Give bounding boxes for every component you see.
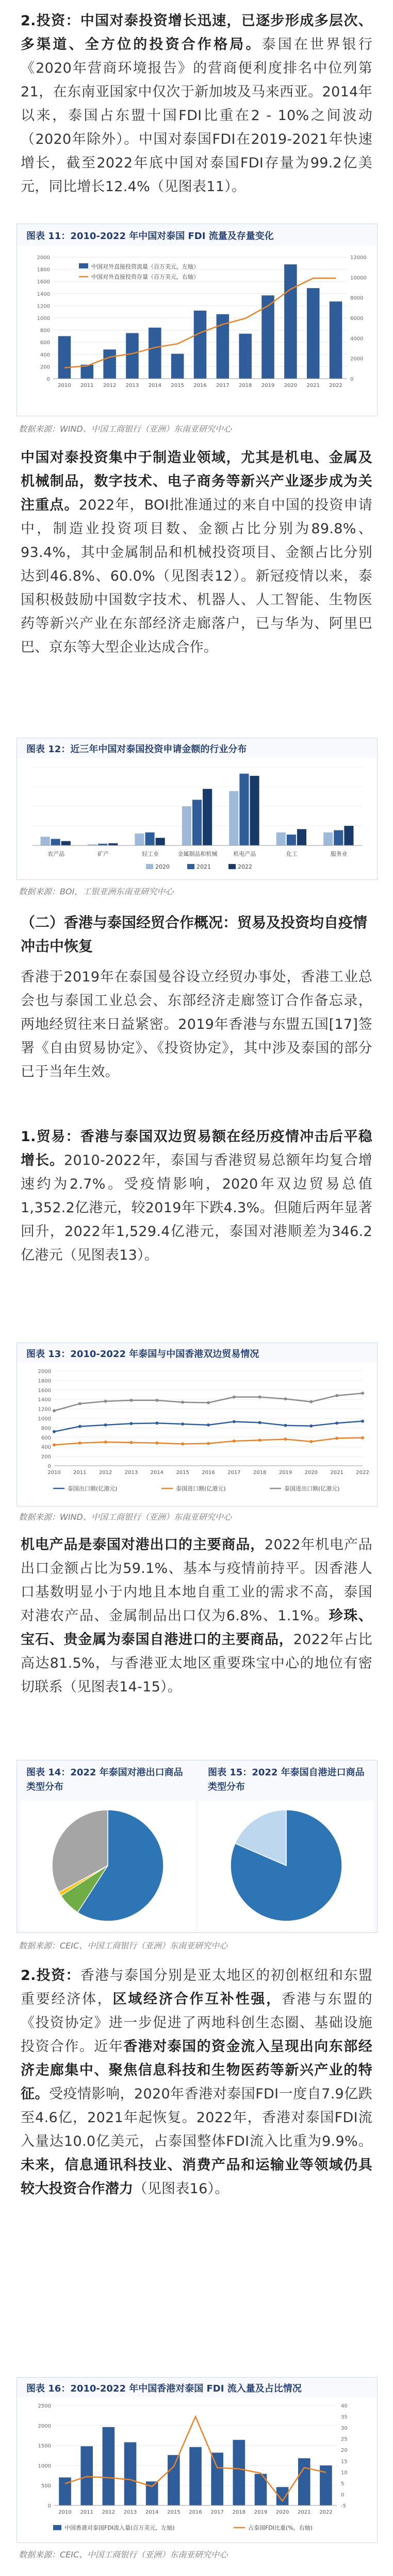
y-right-tick-label: 10 [341,2470,348,2476]
x-tick-label: 矿产 [97,851,109,857]
y-right-tick-label: 2000 [350,356,364,362]
y-tick-label: 2000 [38,1369,51,1375]
section-text: 香港与东盟的《投资协定》进一步促进了两地科创生态圈、基础设施投资合作。近年 [21,1991,372,2055]
section-text: 2010-2022年，泰国与香港贸易总额年均复合增速约为2.7%。受疫情影响，2020年双边贸易总值1,352.2亿港元，较2019年下跌4.3%。但随后两年显著回升，2022年1,529.4亿港元，泰国对港顺差为346.2亿港元（见图表13）。 [21,1153,373,1263]
data-point [335,1394,338,1397]
x-tick-label: 2013 [125,383,139,388]
y-tick-label: 1800 [38,1378,51,1384]
y-tick-label: 600 [41,1435,51,1441]
bar [61,841,71,845]
data-point [361,1420,364,1423]
x-tick-label: 2016 [193,383,207,388]
data-point [284,1397,287,1400]
data-point [258,1438,261,1442]
data-point [78,1425,81,1428]
legend-label: 泰国进出口额(亿港元) [284,1485,340,1492]
data-point [309,1440,313,1443]
section-heading: （二）香港与泰国经贸合作概况：贸易及投资均自疫情冲击中恢复 [21,914,368,955]
y-tick-label: 1000 [38,1416,51,1422]
section-bold-text: 香港与泰国双边贸易额在经历疫情冲击后平稳增长。 [21,1129,372,1168]
bar [344,826,353,845]
x-tick-label: 2014 [148,383,162,388]
fig13-chart [17,1363,377,1506]
y-tick-label: 1200 [38,1406,51,1413]
bar [192,800,202,845]
legend-swatch [53,2525,61,2530]
x-tick-label: 2020 [284,383,298,388]
section-text: 2022年，BOI批准通过的来自中国的投资申请中，制造业投资项目数、金额占比分别为89.8%、93.4%，其中金属制品和机械投资项目、金额占比分别达到46.8%、60.0%（见图表12）。新冠疫情以来，泰国积极鼓励中国数字技术、机器人、人工智能、生物医药等新兴产业在东部经济走廊落户，已与华为、阿里巴巴、京东等大型企业达成合作。 [21,497,372,655]
x-tick-label: 2018 [238,383,252,388]
bar [284,264,297,379]
data-point [53,1409,56,1412]
y-left-tick-label: 800 [40,328,50,334]
figure-14-title: 图表 14：2022 年泰国对港出口商品类型分布 [26,1767,183,1792]
data-point [130,1422,133,1425]
bar [182,806,191,845]
legend-label: 占泰国FDI比重(%，右轴) [248,2524,313,2531]
legend-label: 2022 [238,863,252,870]
x-tick-label: 2022 [329,383,342,388]
y-tick-label: 200 [41,1454,51,1460]
data-point [181,1422,184,1426]
y-right-tick-label: 5 [341,2481,345,2487]
bar [98,844,107,845]
y-left-tick-label: 1400 [37,291,50,297]
section-trade-products [21,1533,372,1699]
x-tick-label: 2019 [254,2510,268,2515]
figure-12 [17,738,378,880]
figure-13 [17,1343,378,1506]
figure-source: 数据来源：BOI，工银亚洲东南亚研究中心 [19,887,174,896]
y-left-tick-label: 600 [40,340,50,346]
data-point [155,1399,158,1402]
x-tick-label: 2015 [171,383,184,388]
y-left-tick-label: 0 [47,2503,51,2509]
bar [168,2455,180,2505]
section-text: 2022年占比高达81.5%，与香港亚太地区重要珠宝中心的地位有密切联系（见图表14-15）。 [21,1632,372,1695]
legend-swatch [228,864,236,869]
x-tick-label: 2017 [210,2510,224,2515]
y-right-tick-label: 20 [341,2448,348,2454]
y-left-tick-label: 2000 [37,255,50,261]
section-text: 2022年机电产品出口金额占比为59.1%、基本与疫情前持平。因香港人口基数明显小于内地且本地自重工业的需求不高，泰国对港农产品、金属制品出口仅为6.8%、1.1%。 [21,1537,372,1624]
x-tick-label: 化工 [286,851,298,857]
figure-source: 数据来源：CEIC、中国工商银行（亚洲）东南亚研究中心 [19,1941,228,1951]
data-point [335,1421,338,1425]
x-tick-label: 2022 [319,2510,333,2515]
data-point [258,1396,261,1399]
fig11-chart [17,246,377,416]
x-tick-label: 2021 [330,1470,343,1476]
data-point [207,1423,210,1427]
x-tick-label: 2014 [150,1470,164,1476]
x-tick-label: 2018 [232,2510,246,2515]
section-bold-text: 珍珠、宝石、贵金属为泰国自港进口的主要商品， [21,1608,373,1648]
x-tick-label: 2017 [216,383,230,388]
data-point [155,1442,158,1445]
data-point [233,1396,236,1399]
y-tick-label: 1600 [38,1387,51,1394]
section-lead: 1.贸易： [21,1129,80,1145]
section-text: 受疫情影响，2020年香港对泰国FDI一度自7.9亿跌至4.6亿，2021年起恢复。2022年，香港对泰国FDI流入量达10.0亿美元，占泰国整体FDI流入比重为9.9%。 [21,2086,372,2149]
y-left-tick-label: 1500 [38,2443,51,2449]
data-point [130,1441,133,1444]
x-tick-label: 2015 [167,2510,181,2515]
figure-source: 数据来源：WIND、中国工商银行（亚洲）东南亚研究中心 [19,424,232,434]
x-tick-label: 2014 [145,2510,159,2515]
section-hk-investment [21,1964,372,2201]
y-tick-label: 0 [47,1464,51,1469]
section-bold-text: 未来，信息通讯科技业、消费产品和运输业等领域仍具较大投资合作潜力 [21,2157,372,2197]
figure-11 [17,224,378,416]
y-right-tick-label: 40 [341,2403,348,2409]
section-bold-text: 区域经济合作互补性强， [112,1991,282,2007]
y-left-tick-label: 2000 [38,2423,51,2429]
figure-15-title: 图表 15：2022 年泰国自港进口商品类型分布 [208,1767,365,1792]
x-tick-label: 轻工业 [142,851,159,857]
y-right-tick-label: 10000 [350,275,367,281]
y-tick-label: 400 [41,1445,51,1451]
legend-label: 泰国出口额(亿港元) [68,1485,118,1492]
section-text: 香港于2019年在泰国曼谷设立经贸办事处，香港工业总会也与泰国工业总会、东部经济走廊签订合作备忘录，两地经贸往来日益紧密。2019年香港与东盟五国[17]签署《自由贸易协定》、《投资协定》，其中涉及泰国的部分已于当年生效。 [21,969,372,1080]
x-tick-label: 2011 [80,2510,93,2515]
bar [239,334,252,379]
data-point [181,1401,184,1404]
y-right-tick-label: 25 [341,2436,348,2443]
bar [323,833,333,845]
y-left-tick-label: 1800 [37,267,50,273]
y-right-tick-label: 6000 [350,316,364,321]
x-tick-label: 2021 [306,383,320,388]
bar [307,288,320,379]
bar [298,2458,310,2505]
legend-label: 2021 [196,863,211,870]
data-point [181,1443,184,1446]
section-hk-thailand [21,911,372,1084]
y-right-tick-label: 8000 [350,295,364,301]
section-bold-text: 中国对泰投资增长迅速，已逐步形成多层次、多渠道、全方位的投资合作格局。 [21,13,372,53]
x-tick-label: 农产品 [47,851,65,857]
bar [297,829,306,845]
bar [103,349,116,379]
bar [126,333,139,379]
section-bold-text: 机电产品是泰国对港出口的主要商品， [21,1537,265,1553]
bar [145,833,155,845]
data-point [130,1399,133,1402]
bar [149,328,161,379]
y-tick-label: 1400 [38,1397,51,1403]
bar [276,833,286,845]
legend-label: 中国对外直接投资存量（百万美元，右轴） [91,274,199,280]
data-point [284,1424,287,1427]
x-tick-label: 2010 [58,383,71,388]
data-point [78,1442,81,1445]
legend-swatch [79,263,88,268]
figure-title: 图表 16：2010-2022 年中国香港对泰国 FDI 流入量及占比情况 [26,2383,302,2394]
data-point [104,1440,107,1444]
data-point [361,1392,364,1395]
x-tick-label: 2012 [99,1470,112,1476]
bar [108,843,118,845]
y-right-tick-label: -5 [341,2503,346,2509]
bar [51,839,60,845]
y-right-tick-label: 35 [341,2414,348,2420]
figure-title: 图表 13：2010-2022 年泰国与中国香港双边贸易情况 [26,1349,259,1360]
y-right-tick-label: 30 [341,2426,348,2432]
y-left-tick-label: 400 [40,352,50,358]
figure-16 [17,2377,378,2543]
bar [80,2446,93,2505]
figure-title: 图表 12：近三年中国对泰国投资申请金额的行业分布 [26,744,247,755]
data-point [233,1439,236,1443]
y-left-tick-label: 500 [41,2483,51,2489]
x-tick-label: 2016 [189,2510,202,2515]
x-tick-label: 2015 [176,1470,189,1476]
x-tick-label: 2016 [202,1470,215,1476]
bar [233,2440,245,2505]
y-left-tick-label: 2500 [38,2403,51,2409]
data-point [53,1430,56,1433]
bar [124,2442,137,2505]
bar [330,301,342,379]
y-left-tick-label: 1000 [37,316,50,321]
x-tick-label: 2011 [73,1470,87,1476]
y-right-tick-label: 15 [341,2459,348,2465]
bar [229,791,238,845]
legend-label: 中国对外直接投资流量（百万美元，左轴） [91,263,199,270]
data-point [335,1437,338,1440]
x-tick-label: 金属制品和机械 [177,851,218,857]
x-tick-label: 机电产品 [233,851,256,857]
y-left-tick-label: 200 [40,364,50,370]
section-investment-intro [21,9,372,199]
legend-label: 泰国进口额(亿港元) [176,1485,226,1492]
bar [189,2447,202,2505]
data-point [309,1400,313,1403]
data-point [233,1420,236,1423]
x-tick-label: 服务业 [330,851,348,857]
figure-14-15 [17,1760,378,1933]
bar [239,774,249,845]
legend-label: 中国香港对泰国FDI流入量(百万美元，左轴) [64,2524,175,2531]
x-tick-label: 2021 [298,2510,311,2515]
data-point [258,1421,261,1424]
data-point [53,1444,56,1447]
section-manufacturing [21,446,372,659]
y-right-tick-label: 4000 [350,336,364,342]
fig15-chart [199,1801,374,1930]
bar [58,336,71,379]
y-right-tick-label: 12000 [350,255,367,261]
x-tick-label: 2011 [80,383,94,388]
x-tick-label: 2018 [253,1470,267,1476]
section-trade [21,1125,372,1267]
section-text: 泰国在世界银行《2020年营商环境报告》的营商便利度排名中位列第21，在东南亚国家中仅次于新加坡及马来西亚。2014年以来，泰国占东盟十国FDI比重在2 - 10%之间波动（2020年除外）。中国对泰国FDI在2019-2021年快速增长，截至2022年底中国对泰国FDI存量为99.2亿美元，同比增长12.4%（见图表11）。 [21,37,372,195]
bar [103,2427,115,2505]
bar [156,838,165,845]
bar [334,830,343,845]
x-tick-label: 2012 [103,383,117,388]
data-point [155,1421,158,1425]
y-left-tick-label: 1200 [37,303,50,310]
y-right-tick-label: 0 [341,2492,345,2498]
y-tick-label: 800 [41,1426,51,1432]
figure-source: 数据来源：CEIC、中国工商银行（亚洲）东南亚研究中心 [19,2550,228,2560]
x-tick-label: 2020 [275,2510,289,2515]
section-text: 香港与泰国分别是亚太地区的初创枢纽和东盟重要经济体， [21,1968,372,2007]
x-tick-label: 2013 [123,2510,137,2515]
bar [287,835,296,845]
data-point [104,1423,107,1427]
fig16-chart [17,2397,377,2543]
section-lead: 2.投资： [21,13,80,29]
section-lead: 2.投资： [21,1968,80,1984]
fig14-chart [20,1801,195,1930]
section-bold-text: 中国对泰投资集中于制造业领域，尤其是机电、金属及机械制品，数字技术、电子商务等新兴产业逐步成为关注重点。 [21,450,372,513]
bar [211,2453,223,2505]
x-tick-label: 2010 [47,1470,61,1476]
data-point [78,1402,81,1405]
bar [250,776,259,845]
section-text: （见图表16）。 [133,2181,229,2197]
bar [41,837,50,845]
x-tick-label: 2019 [261,383,275,388]
data-point [104,1400,107,1403]
x-tick-label: 2012 [102,2510,116,2515]
x-tick-label: 2019 [279,1470,292,1476]
fig12-chart [17,758,377,879]
bar [194,311,207,379]
data-point [309,1425,313,1428]
x-tick-label: 2017 [227,1470,241,1476]
plot-background [17,1363,377,1506]
data-point [207,1401,210,1404]
x-tick-label: 2022 [356,1470,369,1476]
figure-source: 数据来源：WIND、中国工商银行（亚洲）东南亚研究中心 [19,1512,232,1522]
x-tick-label: 2010 [58,2510,72,2515]
y-right-tick-label: 0 [350,377,354,382]
y-left-tick-label: 1000 [38,2463,51,2469]
y-left-tick-label: 0 [46,377,50,382]
figure-title: 图表 11：2010-2022 年中国对泰国 FDI 流量及存量变化 [26,231,274,242]
x-tick-label: 2013 [124,1470,138,1476]
y-left-tick-label: 1600 [37,279,50,285]
bar [203,789,212,845]
legend-swatch [146,864,153,869]
data-point [284,1437,287,1440]
data-point [361,1436,364,1439]
data-point [207,1442,210,1445]
legend-swatch [187,864,194,869]
bar [171,354,184,379]
section-bold-text: 香港对泰国的资金流入呈现出向东部经济走廊集中、聚焦信息科技和生物医药等新兴产业的特征。 [21,2039,372,2102]
legend-label: 2020 [155,863,170,870]
x-tick-label: 2020 [304,1470,318,1476]
bar [135,834,144,845]
